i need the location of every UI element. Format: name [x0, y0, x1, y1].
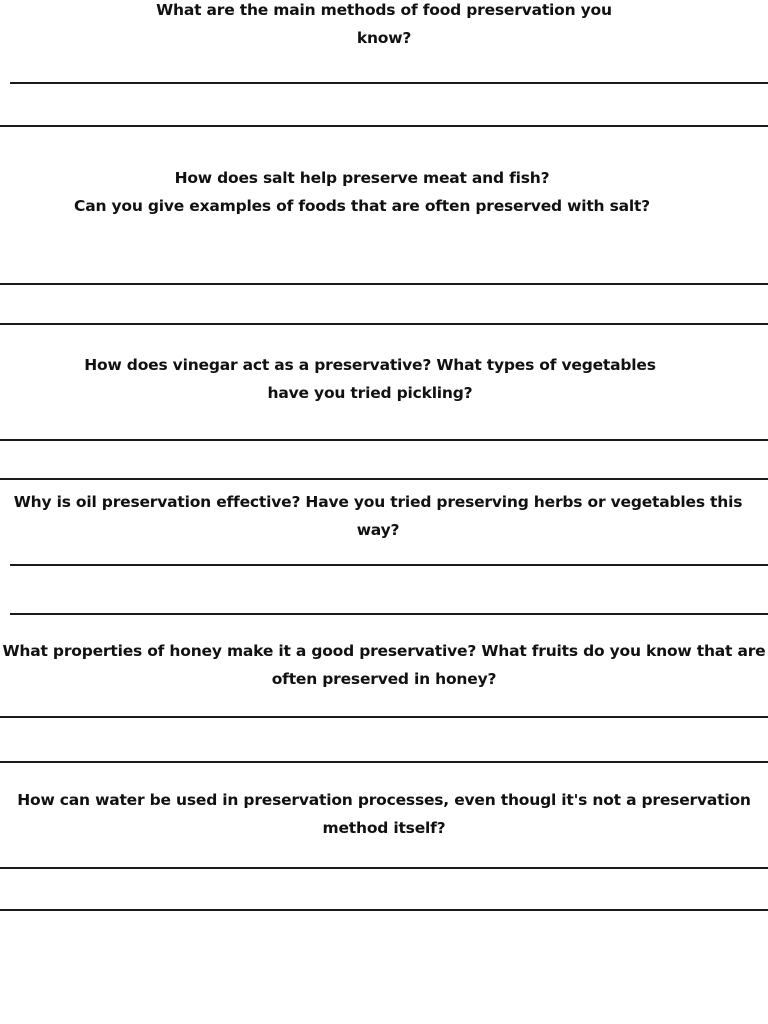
- answer-line[interactable]: [10, 82, 768, 84]
- question-3-line-1: How does vinegar act as a preservative? What types of vegetables: [84, 356, 656, 374]
- question-6-line-2: method itself?: [322, 819, 446, 837]
- answer-line[interactable]: [10, 613, 768, 615]
- answer-line[interactable]: [0, 323, 768, 325]
- question-2: [0, 164, 746, 220]
- answer-line[interactable]: [0, 716, 768, 718]
- question-6-line-1: How can water be used in preservation processes, even thougl it's not a preservation: [17, 791, 751, 809]
- answer-line[interactable]: [0, 909, 768, 911]
- question-1-line-1: What are the main methods of food preservation you: [156, 1, 612, 19]
- question-4: [0, 488, 762, 544]
- answer-line[interactable]: [0, 867, 768, 869]
- question-1-line-2: know?: [356, 29, 412, 47]
- question-5-line-1: What properties of honey make it a good preservative? What fruits do you know that are: [2, 642, 766, 660]
- question-2-line-1: How does salt help preserve meat and fish?: [174, 169, 550, 187]
- answer-line[interactable]: [10, 564, 768, 566]
- question-3: [0, 351, 754, 407]
- answer-line[interactable]: [0, 478, 768, 480]
- answer-line[interactable]: [0, 761, 768, 763]
- question-4-line-1: Why is oil preservation effective? Have you tried preserving herbs or vegetables this: [13, 493, 743, 511]
- question-5-line-2: often preserved in honey?: [271, 670, 497, 688]
- answer-line[interactable]: [0, 125, 768, 127]
- answer-line[interactable]: [0, 439, 768, 441]
- question-2-line-2: Can you give examples of foods that are often preserved with salt?: [74, 197, 650, 215]
- question-6: [0, 786, 768, 842]
- question-5: [0, 637, 768, 693]
- question-3-line-2: have you tried pickling?: [267, 384, 473, 402]
- question-1: [0, 0, 768, 52]
- question-4-line-2: way?: [356, 521, 400, 539]
- answer-line[interactable]: [0, 283, 768, 285]
